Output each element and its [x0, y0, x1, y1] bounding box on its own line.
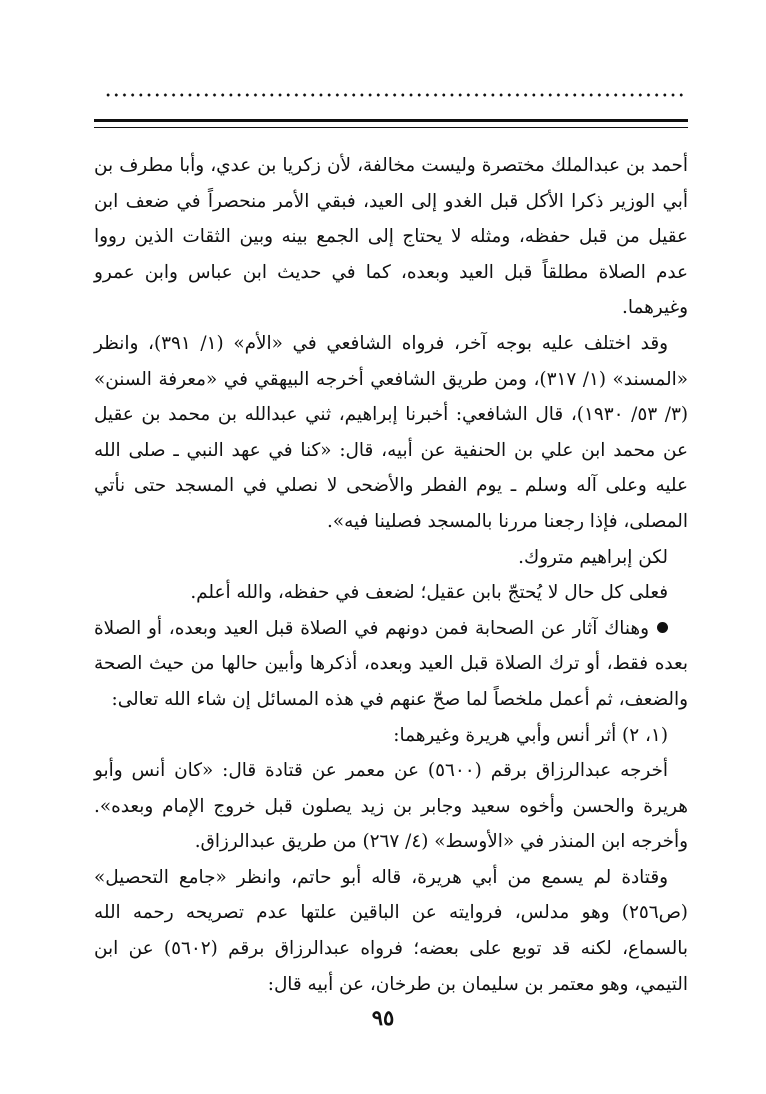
header-thin-rule [94, 127, 688, 128]
bullet-icon [657, 622, 668, 633]
header-dotted-line [104, 88, 684, 102]
paragraph-7: أخرجه عبدالرزاق برقم (٥٦٠٠) عن معمر عن قتادة قال: «كان أنس وأبو هريرة والحسن وأخوه سعيد وجابر بن زيد يصلون قبل خروج الإمام وبعده». وأخرجه ابن المنذر في «الأوسط» (٤/ ٢٦٧) من طريق عبدالرزاق. [94, 760, 688, 853]
header-thick-rule [94, 119, 688, 122]
body-text [94, 148, 688, 1002]
paragraph-2: وقد اختلف عليه بوجه آخر، فرواه الشافعي في «الأم» (١/ ٣٩١)، وانظر «المسند» (١/ ٣١٧)، ومن طريق الشافعي أخرجه البيهقي في «معرفة السنن» (٣/ ٥٣/ ١٩٣٠)، قال الشافعي: أخبرنا إبراهيم، ثني عبدالله بن محمد بن عقيل عن محمد ابن علي بن الحنفية عن أبيه، قال: «كنا في عهد النبي ـ صلى الله عليه وعلى آله وسلم ـ يوم الفطر والأضحى لا نصلي في المسجد حتى نأتي المصلى، فإذا رجعنا مررنا بالمسجد فصلينا فيه». [94, 332, 689, 532]
paragraph-8: وقتادة لم يسمع من أبي هريرة، قاله أبو حاتم، وانظر «جامع التحصيل» (ص٢٥٦) وهو مدلس، فروايته عن الباقين علتها عدم تصريحه رحمه الله بالسماع، لكنه قد توبع على بعضه؛ فرواه عبدالرزاق برقم (٥٦٠٢) عن ابن التيمي، وهو معتمر بن سليمان بن طرخان، عن أبيه قال: [94, 866, 688, 995]
section-heading: (١، ٢) أثر أنس وأبي هريرة وغيرهما: [393, 724, 668, 746]
paragraph-5 [94, 611, 688, 718]
paragraph-5-text: وهناك آثار عن الصحابة فمن دونهم في الصلاة قبل العيد وبعده، أو الصلاة بعده فقط، أو ترك الصلاة قبل العيد وبعده، أذكرها وأبين حالها من حيث الصحة والضعف، ثم أعمل ملخصاً لما صحّ عنهم في هذه المسائل إن شاء الله تعالى: [94, 617, 688, 710]
paragraph-3: لكن إبراهيم متروك. [518, 546, 668, 568]
page-number: ٩٥ [371, 1005, 395, 1030]
paragraph-4: فعلى كل حال لا يُحتجّ بابن عقيل؛ لضعف في حفظه، والله أعلم. [190, 582, 668, 604]
paragraph-1: أحمد بن عبدالملك مختصرة وليست مخالفة، لأن زكريا بن عدي، وأبا مطرف بن أبي الوزير ذكرا الأكل قبل الغدو إلى العيد، فبقي الأمر منحصراً في ضعف ابن عقيل من قبل حفظه، ومثله لا يحتاج إلى الجمع بينه وبين الثقات الذين رووا عدم الصلاة مطلقاً قبل العيد وبعده، كما في حديث ابن عباس وابن عمرو وغيرهما. [94, 155, 688, 319]
